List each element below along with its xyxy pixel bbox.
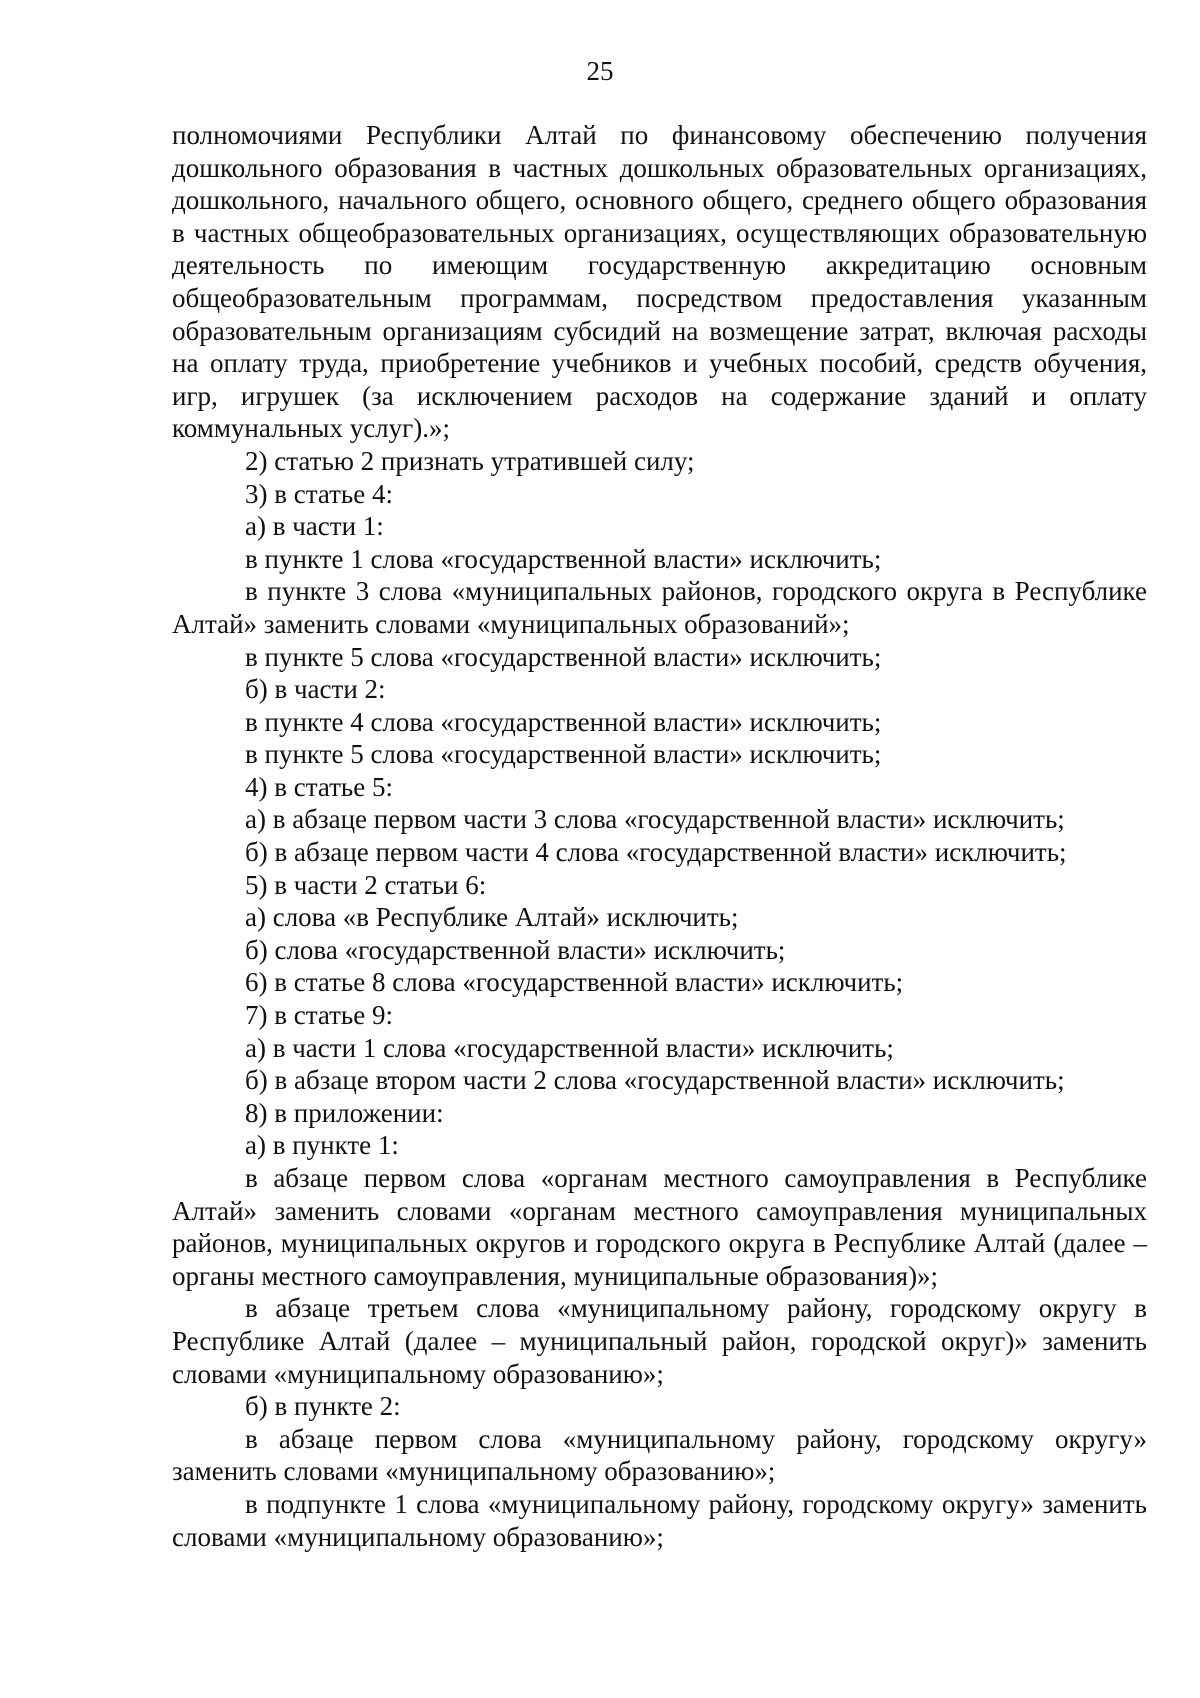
page-number: 25 bbox=[586, 56, 614, 86]
paragraph-item: в пункте 3 слова «муниципальных районов, городского округа в Республике Алтай» заменить словами «муниципальных образований»; bbox=[172, 576, 1147, 639]
paragraph-item: а) в части 1: bbox=[245, 511, 384, 542]
paragraph-item: в абзаце первом слова «органам местного самоуправления в Республике Алтай» заменить словами «органам местного самоуправления муниципальных районов, муниципальных округов и городского округа в Республике Алтай (далее – органы местного самоуправления, муниципальные образования)»; bbox=[172, 1163, 1147, 1291]
paragraph-item: 8) в приложении: bbox=[245, 1097, 444, 1128]
paragraph-item: а) в абзаце первом части 3 слова «государственной власти» исключить; bbox=[245, 804, 1065, 835]
paragraph-item: 2) статью 2 признать утратившей силу; bbox=[245, 445, 695, 476]
paragraph-item: б) в абзаце втором части 2 слова «государственной власти» исключить; bbox=[245, 1065, 1065, 1096]
paragraph-item: в абзаце третьем слова «муниципальному району, городскому округу в Республике Алтай (далее – муниципальный район, городской округ)» заменить словами «муниципальному образованию»; bbox=[172, 1293, 1147, 1389]
paragraph-item: б) в абзаце первом части 4 слова «государственной власти» исключить; bbox=[245, 837, 1067, 868]
paragraph-item: 5) в части 2 статьи 6: bbox=[245, 869, 487, 900]
paragraph-continuation: полномочиями Республики Алтай по финансовому обеспечению получения дошкольного образования в частных дошкольных образовательных организациях, дошкольного, начального общего, основного общего, среднего общего образования в частных общеобразовательных организациях, осуществляющих образовательную деятельность по имеющим государственную аккредитацию основным общеобразовательным программам, посредством предоставления указанным образовательным организациям субсидий на возмещение затрат, включая расходы на оплату труда, приобретение учебников и учебных пособий, средств обучения, игр, игрушек (за исключением расходов на содержание зданий и оплату коммунальных услуг).»; bbox=[172, 120, 1147, 444]
paragraph-item: б) в части 2: bbox=[245, 674, 386, 705]
paragraph-item: 4) в статье 5: bbox=[245, 771, 393, 802]
paragraph-item: в пункте 4 слова «государственной власти» исключить; bbox=[245, 706, 882, 737]
paragraph-item: а) слова «в Республике Алтай» исключить; bbox=[245, 902, 739, 933]
paragraph-item: б) в пункте 2: bbox=[245, 1391, 401, 1422]
paragraph-item: в пункте 5 слова «государственной власти» исключить; bbox=[245, 739, 882, 770]
paragraph-item: в пункте 5 слова «государственной власти» исключить; bbox=[245, 641, 882, 672]
paragraph-item: а) в части 1 слова «государственной власти» исключить; bbox=[245, 1032, 894, 1063]
paragraph-item: а) в пункте 1: bbox=[245, 1130, 399, 1161]
paragraph-item: в пункте 1 слова «государственной власти» исключить; bbox=[245, 543, 882, 574]
paragraph-item: 3) в статье 4: bbox=[245, 478, 393, 509]
paragraph-item: 7) в статье 9: bbox=[245, 1000, 393, 1031]
paragraph-item: 6) в статье 8 слова «государственной власти» исключить; bbox=[245, 967, 904, 998]
paragraph-item: в подпункте 1 слова «муниципальному району, городскому округу» заменить словами «муниципальному образованию»; bbox=[172, 1488, 1147, 1552]
paragraph-item: б) слова «государственной власти» исключить; bbox=[245, 934, 786, 965]
document-body bbox=[172, 119, 1147, 1553]
paragraph-item: в абзаце первом слова «муниципальному району, городскому округу» заменить словами «муниципальному образованию»; bbox=[172, 1423, 1147, 1487]
